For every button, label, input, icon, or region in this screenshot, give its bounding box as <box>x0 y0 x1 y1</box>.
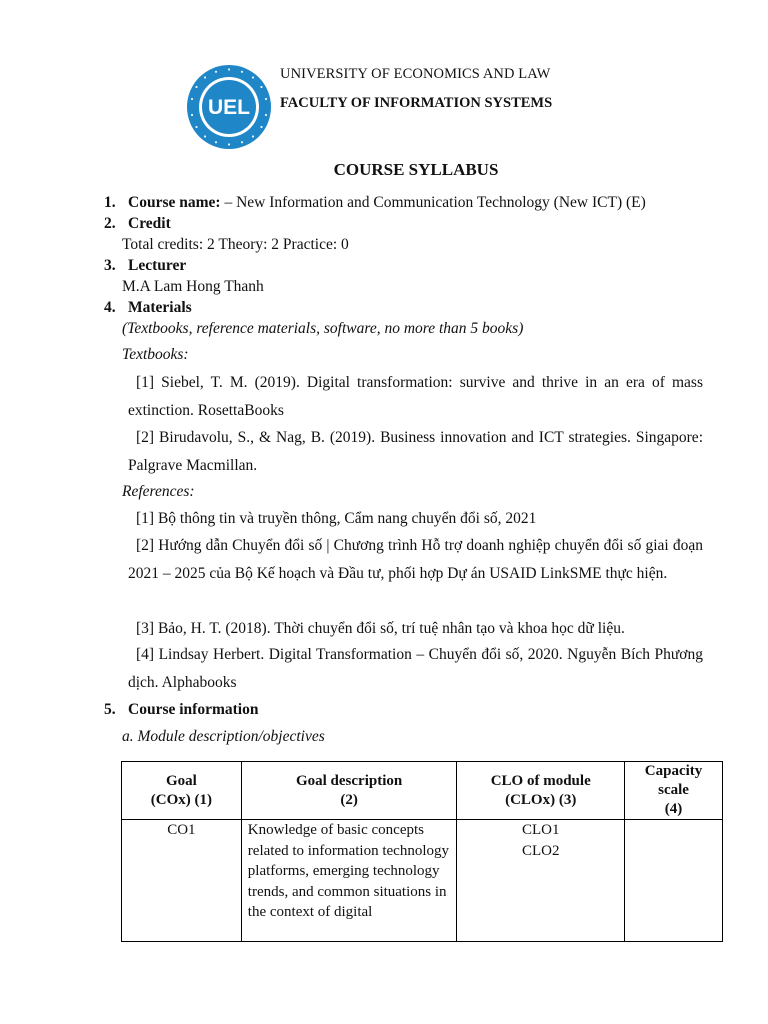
header-goal-line: (COx) (1) <box>150 791 213 808</box>
lecturer-label: Lecturer <box>128 257 187 274</box>
module-objectives-subheading: a. Module description/objectives <box>122 728 325 745</box>
module-objectives-table <box>121 761 723 942</box>
document-title: COURSE SYLLABUS <box>333 160 499 179</box>
clo-item: CLO2 <box>521 842 560 859</box>
textbooks-label: Textbooks: <box>122 346 189 363</box>
university-logo <box>186 64 272 150</box>
table-header-row <box>122 762 723 820</box>
references-label: References: <box>122 483 195 500</box>
header-goal <box>122 762 242 820</box>
cell-description: Knowledge of basic concepts related to information technology platforms, emerging technology trends, and common situations in the context of digital <box>241 820 457 942</box>
section-number-2: 2. <box>104 215 116 232</box>
reference-item: [4] Lindsay Herbert. Digital Transformation – Chuyển đổi số, 2020. Nguyễn Bích Phương dịch. Alphabooks <box>128 646 703 691</box>
header-capacity-line: Capacity <box>644 763 703 779</box>
textbook-item: [2] Birudavolu, S., & Nag, B. (2019). Business innovation and ICT strategies. Singapore: Palgrave Macmillan. <box>128 429 703 474</box>
credit-label: Credit <box>128 215 171 232</box>
cell-clo <box>457 820 625 942</box>
cell-goal: CO1 <box>122 820 242 942</box>
header-goal-description <box>241 762 457 820</box>
clo-item: CLO1 <box>521 822 560 838</box>
section-number-1: 1. <box>104 194 116 211</box>
credit-value: Total credits: 2 Theory: 2 Practice: 0 <box>122 236 349 253</box>
course-info-label: Course information <box>128 701 259 718</box>
svg-text:UEL: UEL <box>208 96 250 119</box>
table-row <box>122 820 723 942</box>
header-goal-line: Goal <box>165 772 197 789</box>
course-name-label: Course name: <box>128 194 221 211</box>
header-description-line: (2) <box>340 791 358 808</box>
header-description-line: Goal description <box>295 772 403 789</box>
header-clo-line: CLO of module <box>490 772 591 789</box>
section-number-5: 5. <box>104 701 116 718</box>
header-clo-line: (CLOx) (3) <box>505 791 577 808</box>
section-number-3: 3. <box>104 257 116 274</box>
textbook-item: [1] Siebel, T. M. (2019). Digital transformation: survive and thrive in an era of mass extinction. RosettaBooks <box>128 374 703 419</box>
reference-item: [1] Bộ thông tin và truyền thông, Cẩm nang chuyển đổi số, 2021 <box>136 510 537 527</box>
cell-capacity <box>625 820 723 942</box>
reference-item: [2] Hướng dẫn Chuyển đổi số | Chương trình Hỗ trợ doanh nghiệp chuyển đổi số giai đoạn 2021 – 2025 của Bộ Kế hoạch và Đầu tư, phối hợp Dự án USAID LinkSME thực hiện. <box>128 537 703 582</box>
reference-item: [3] Bảo, H. T. (2018). Thời chuyển đổi số, trí tuệ nhân tạo và khoa học dữ liệu. <box>136 620 625 637</box>
materials-label: Materials <box>128 299 192 316</box>
section-number-4: 4. <box>104 299 116 316</box>
course-name-value: – New Information and Communication Technology (New ICT) (E) <box>220 194 646 211</box>
header-clo <box>457 762 625 820</box>
course-name-line <box>128 194 646 212</box>
header-capacity-line: scale <box>658 782 689 798</box>
lecturer-value: M.A Lam Hong Thanh <box>122 278 264 295</box>
materials-note: (Textbooks, reference materials, software, no more than 5 books) <box>122 320 524 337</box>
header-capacity-line: (4) <box>664 801 683 817</box>
header-capacity-scale <box>625 762 723 820</box>
faculty-name: FACULTY OF INFORMATION SYSTEMS <box>280 95 553 111</box>
university-name: UNIVERSITY OF ECONOMICS AND LAW <box>280 66 551 82</box>
